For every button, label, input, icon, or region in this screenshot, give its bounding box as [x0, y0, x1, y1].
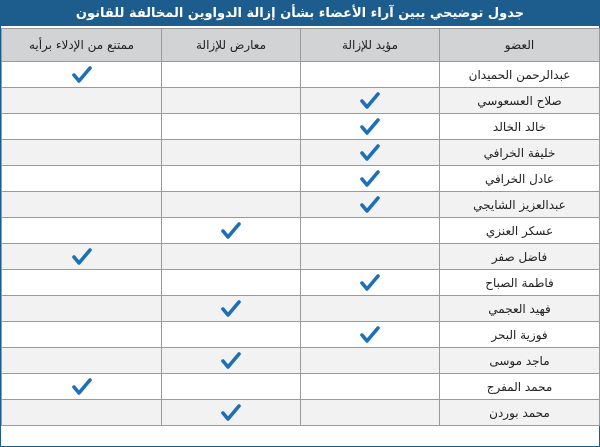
check-icon: [72, 66, 92, 84]
member-name: ماجد موسى: [440, 348, 600, 374]
vote-cell-support: [301, 88, 440, 114]
check-icon: [360, 196, 380, 214]
vote-cell-abstain: [2, 88, 162, 114]
member-name: محمد المفرج: [440, 374, 600, 400]
vote-cell-oppose: [162, 244, 301, 270]
table-row: [2, 400, 600, 426]
table-row: [2, 296, 600, 322]
vote-cell-abstain: [2, 62, 162, 88]
vote-cell-support: [301, 114, 440, 140]
vote-cell-oppose: [162, 296, 301, 322]
table-row: [2, 88, 600, 114]
vote-cell-oppose: [162, 62, 301, 88]
vote-cell-support: [301, 296, 440, 322]
check-icon: [360, 144, 380, 162]
table-row: [2, 62, 600, 88]
member-name: فوزية البحر: [440, 322, 600, 348]
vote-cell-abstain: [2, 322, 162, 348]
check-icon: [221, 300, 241, 318]
check-icon: [221, 404, 241, 422]
vote-cell-support: [301, 140, 440, 166]
header-abstain: ممتنع من الإدلاء برأيه: [2, 29, 162, 62]
vote-cell-support: [301, 348, 440, 374]
vote-cell-abstain: [2, 166, 162, 192]
member-name: صلاح العسعوسي: [440, 88, 600, 114]
member-name: فهيد العجمي: [440, 296, 600, 322]
header-support: مؤيد للإزالة: [301, 29, 440, 62]
vote-cell-oppose: [162, 322, 301, 348]
vote-cell-oppose: [162, 166, 301, 192]
check-icon: [360, 274, 380, 292]
table-row: [2, 244, 600, 270]
vote-cell-abstain: [2, 244, 162, 270]
vote-cell-oppose: [162, 400, 301, 426]
vote-cell-abstain: [2, 192, 162, 218]
check-icon: [360, 92, 380, 110]
vote-cell-abstain: [2, 270, 162, 296]
vote-cell-oppose: [162, 192, 301, 218]
vote-cell-support: [301, 218, 440, 244]
vote-cell-abstain: [2, 348, 162, 374]
member-name: فاطمة الصباح: [440, 270, 600, 296]
member-name: عبدالعزيز الشايجي: [440, 192, 600, 218]
vote-cell-oppose: [162, 374, 301, 400]
votes-table: [1, 28, 600, 426]
vote-cell-abstain: [2, 218, 162, 244]
member-name: عادل الخرافي: [440, 166, 600, 192]
vote-cell-support: [301, 244, 440, 270]
table-row: [2, 192, 600, 218]
table-row: [2, 348, 600, 374]
vote-cell-abstain: [2, 400, 162, 426]
table-row: [2, 270, 600, 296]
member-name: فاضل صفر: [440, 244, 600, 270]
table-row: [2, 374, 600, 400]
vote-cell-abstain: [2, 140, 162, 166]
check-icon: [221, 352, 241, 370]
header-member: العضو: [440, 29, 600, 62]
vote-cell-oppose: [162, 348, 301, 374]
check-icon: [360, 170, 380, 188]
vote-cell-oppose: [162, 88, 301, 114]
vote-cell-oppose: [162, 114, 301, 140]
member-name: خليفة الخرافي: [440, 140, 600, 166]
table-row: [2, 166, 600, 192]
vote-cell-oppose: [162, 270, 301, 296]
vote-cell-support: [301, 400, 440, 426]
vote-cell-support: [301, 374, 440, 400]
vote-cell-oppose: [162, 218, 301, 244]
header-oppose: معارض للإزالة: [162, 29, 301, 62]
table-row: [2, 218, 600, 244]
check-icon: [72, 248, 92, 266]
table-row: [2, 322, 600, 348]
member-name: محمد بوردن: [440, 400, 600, 426]
table-row: [2, 114, 600, 140]
vote-cell-oppose: [162, 140, 301, 166]
vote-cell-support: [301, 166, 440, 192]
vote-cell-abstain: [2, 374, 162, 400]
member-name: عسكر العنزي: [440, 218, 600, 244]
vote-cell-abstain: [2, 114, 162, 140]
table-title: جدول توضيحي يبين آراء الأعضاء بشأن إزالة الدواوين المخالفة للقانون: [1, 1, 599, 26]
check-icon: [72, 378, 92, 396]
vote-cell-support: [301, 192, 440, 218]
vote-cell-abstain: [2, 296, 162, 322]
check-icon: [360, 118, 380, 136]
check-icon: [360, 326, 380, 344]
vote-cell-support: [301, 62, 440, 88]
vote-cell-support: [301, 322, 440, 348]
member-name: خالد الخالد: [440, 114, 600, 140]
table-row: [2, 140, 600, 166]
vote-cell-support: [301, 270, 440, 296]
table-header-row: [2, 29, 600, 62]
member-name: عبدالرحمن الحميدان: [440, 62, 600, 88]
check-icon: [221, 222, 241, 240]
